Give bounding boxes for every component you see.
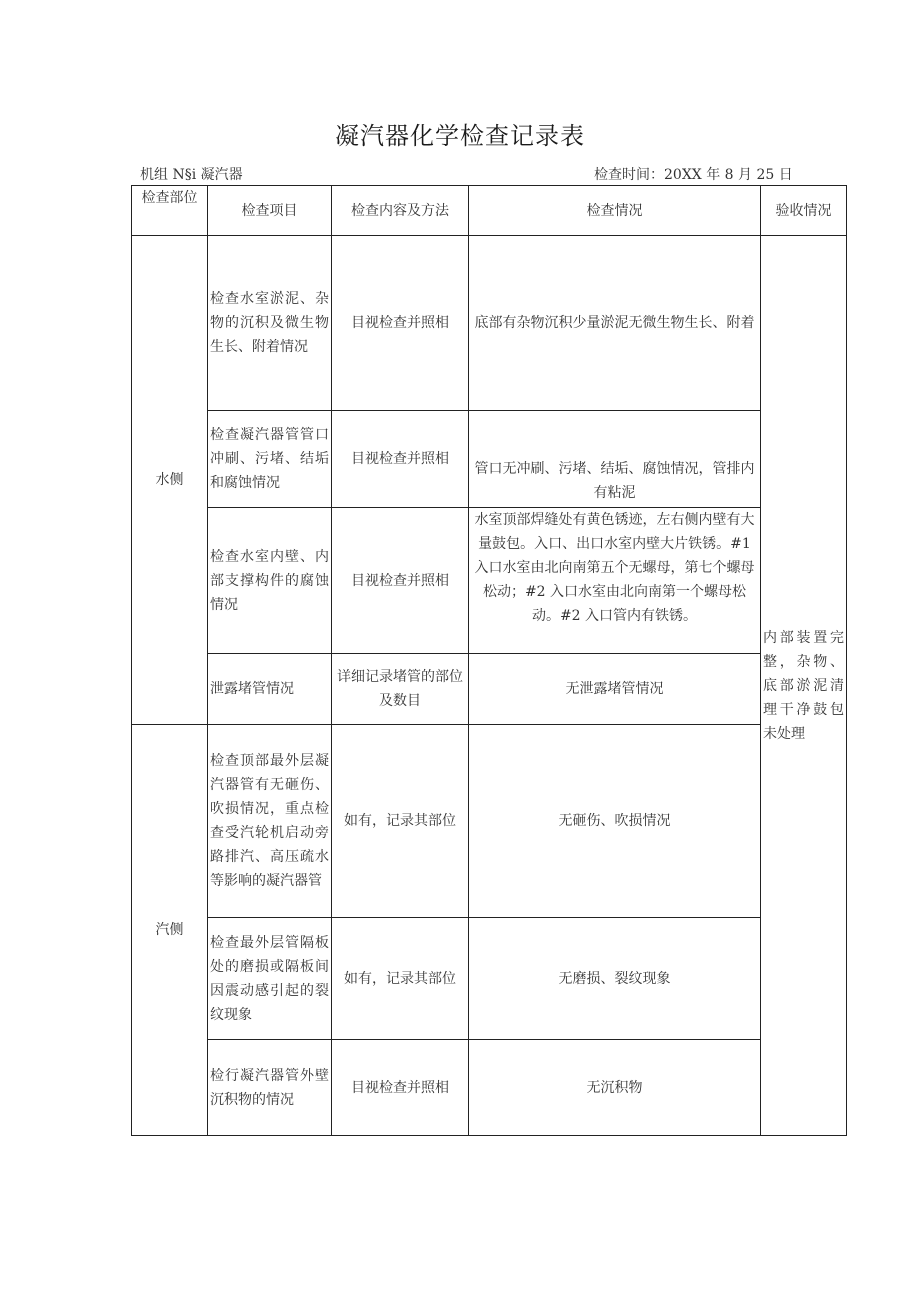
check-method: 目视检查并照相	[332, 411, 469, 508]
check-item: 泄露堵管情况	[208, 654, 332, 725]
header-method: 检查内容及方法	[332, 186, 469, 236]
check-item: 检查水室淤泥、杂物的沉积及微生物生长、附着情况	[208, 236, 332, 411]
table-row	[132, 918, 847, 1040]
check-method: 详细记录堵管的部位及数目	[332, 654, 469, 725]
header-part: 检查部位	[132, 186, 208, 236]
table-row	[132, 411, 847, 508]
acceptance-result: 内部装置完整，杂物、底部淤泥清理干净鼓包未处理	[761, 236, 847, 1136]
check-condition: 无磨损、裂纹现象	[469, 918, 761, 1040]
table-row	[132, 508, 847, 654]
check-item: 检查水室内壁、内部支撑构件的腐蚀情况	[208, 508, 332, 654]
check-method: 如有，记录其部位	[332, 918, 469, 1040]
unit-label: 机组 N§i 凝汽器	[140, 167, 243, 183]
header-row	[132, 186, 847, 236]
table-row	[132, 725, 847, 918]
check-method: 目视检查并照相	[332, 1040, 469, 1136]
check-condition: 无泄露堵管情况	[469, 654, 761, 725]
page-title: 凝汽器化学检查记录表	[335, 122, 585, 150]
inspection-time: 检查时间：20XX 年 8 月 25 日	[594, 167, 793, 183]
table-row	[132, 1040, 847, 1136]
check-item: 检查最外层管隔板处的磨损或隔板间因震动感引起的裂纹现象	[208, 918, 332, 1040]
check-condition: 水室顶部焊缝处有黄色锈迹，左右侧内壁有大量鼓包。入口、出口水室内壁大片铁锈。#1 入口水室由北向南第五个无螺母，第七个螺母松动；#2 入口水室由北向南第一个螺母松动。#2 入口管内有铁锈。	[469, 508, 761, 654]
steam-side-label: 汽侧	[132, 725, 208, 1136]
header-item: 检查项目	[208, 186, 332, 236]
check-condition: 无沉积物	[469, 1040, 761, 1136]
check-method: 目视检查并照相	[332, 508, 469, 654]
check-item: 检行凝汽器管外壁沉积物的情况	[208, 1040, 332, 1136]
check-method: 如有，记录其部位	[332, 725, 469, 918]
table-row	[132, 654, 847, 725]
check-condition: 无砸伤、吹损情况	[469, 725, 761, 918]
table-row	[132, 236, 847, 411]
check-item: 检查凝汽器管管口冲刷、污堵、结垢和腐蚀情况	[208, 411, 332, 508]
header-acceptance: 验收情况	[761, 186, 847, 236]
check-item: 检查顶部最外层凝汽器管有无砸伤、吹损情况，重点检查受汽轮机启动旁路排汽、高压疏水等影响的凝汽器管	[208, 725, 332, 918]
check-condition: 底部有杂物沉积少量淤泥无微生物生长、附着	[469, 236, 761, 411]
check-condition: 管口无冲刷、污堵、结垢、腐蚀情况，管排内有粘泥	[469, 411, 761, 508]
check-method: 目视检查并照相	[332, 236, 469, 411]
inspection-table	[131, 185, 847, 1136]
header-condition: 检查情况	[469, 186, 761, 236]
water-side-label: 水侧	[132, 236, 208, 725]
